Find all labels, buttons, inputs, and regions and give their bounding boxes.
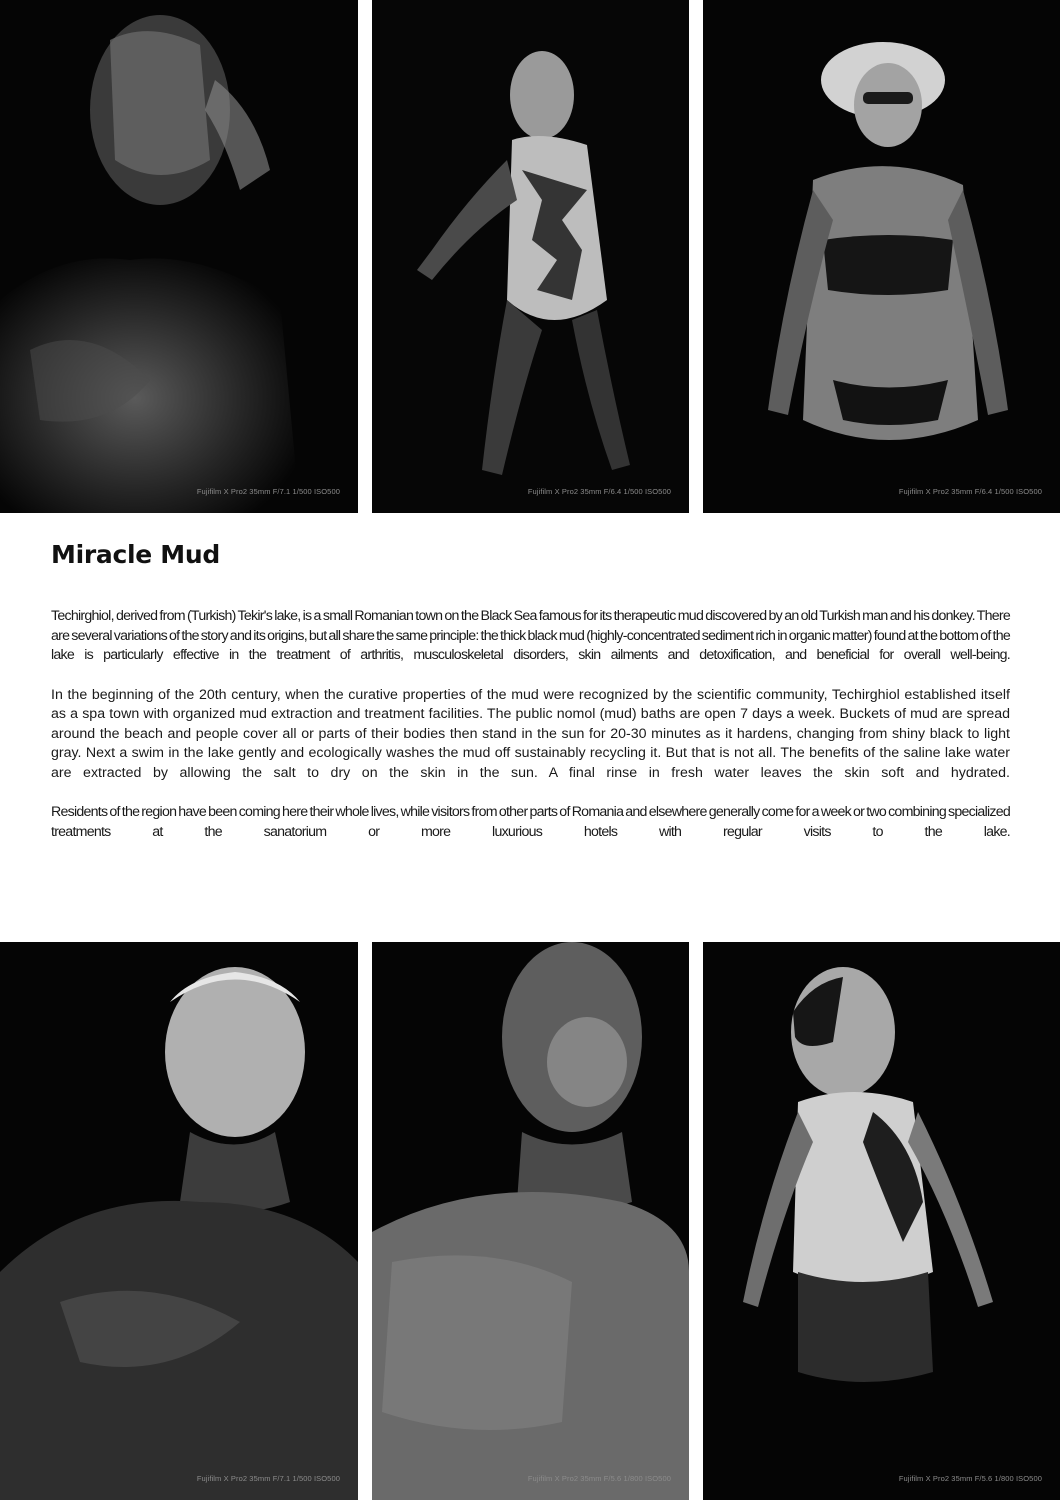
mud-portrait-graphic (372, 942, 689, 1500)
photo-man-cracked-mud (372, 942, 689, 1500)
photo-caption: Fujifilm X Pro2 35mm F/7.1 1/500 ISO500 (196, 1474, 340, 1483)
mud-portrait-graphic (703, 942, 1060, 1500)
mud-portrait-graphic (372, 0, 689, 513)
article (51, 540, 1010, 862)
article-paragraph: Techirghiol, derived from (Turkish) Tekir's lake, is a small Romanian town on the Black Sea famous for its therapeutic mud discovered by an old Turkish man and his donkey. There are several variations of the story and its origins, but all share the same principle: the thick black mud (highly-concentrated sediment rich in organic matter) found at the bottom of the lake is particularly effective in the treatment of arthritis, musculoskeletal disorders, skin ailments and detoxification, and beneficial for overall well-being. (51, 608, 1010, 663)
photo-man-hand-over-face (0, 0, 358, 513)
article-paragraph: In the beginning of the 20th century, when the curative properties of the mud were recognized by the scientific community, Techirghiol established itself as a spa town with organized mud extraction and treatment facilities. The public nomol (mud) baths are open 7 days a week. Buckets of mud are spread around the beach and people cover all or parts of their bodies then stand in the sun for 20-30 minutes as it hardens, changing from shiny black to light gray. Next a swim in the lake gently and ecologically washes the mud off sustainably recycling it. But that is not all. The benefits of the saline lake water are extracted by allowing the salt to dry on the skin in the sun. A final rinse in fresh water leaves the skin soft and hydrated. (51, 686, 1010, 781)
photo-caption: Fujifilm X Pro2 35mm F/5.6 1/800 ISO500 (527, 1474, 671, 1483)
article-paragraph: Residents of the region have been coming here their whole lives, while visitors from other parts of Romania and elsewhere generally come for a week or two combining specialized treatments at the sanatorium or more luxurious hotels with regular visits to the lake. (51, 804, 1010, 840)
photo-woman-swimsuit-laughing (372, 0, 689, 513)
photo-caption: Fujifilm X Pro2 35mm F/6.4 1/500 ISO500 (898, 487, 1042, 496)
mud-portrait-graphic (0, 942, 358, 1500)
photo-bald-man-profile (703, 942, 1060, 1500)
article-title: Miracle Mud (51, 540, 220, 569)
mud-portrait-graphic (0, 0, 358, 513)
photo-caption: Fujifilm X Pro2 35mm F/6.4 1/500 ISO500 (527, 487, 671, 496)
photo-caption: Fujifilm X Pro2 35mm F/7.1 1/500 ISO500 (196, 487, 340, 496)
photo-caption: Fujifilm X Pro2 35mm F/5.6 1/800 ISO500 (898, 1474, 1042, 1483)
photo-woman-sun-hat (703, 0, 1060, 513)
photo-old-man-looking-up (0, 942, 358, 1500)
mud-portrait-graphic (703, 0, 1060, 513)
